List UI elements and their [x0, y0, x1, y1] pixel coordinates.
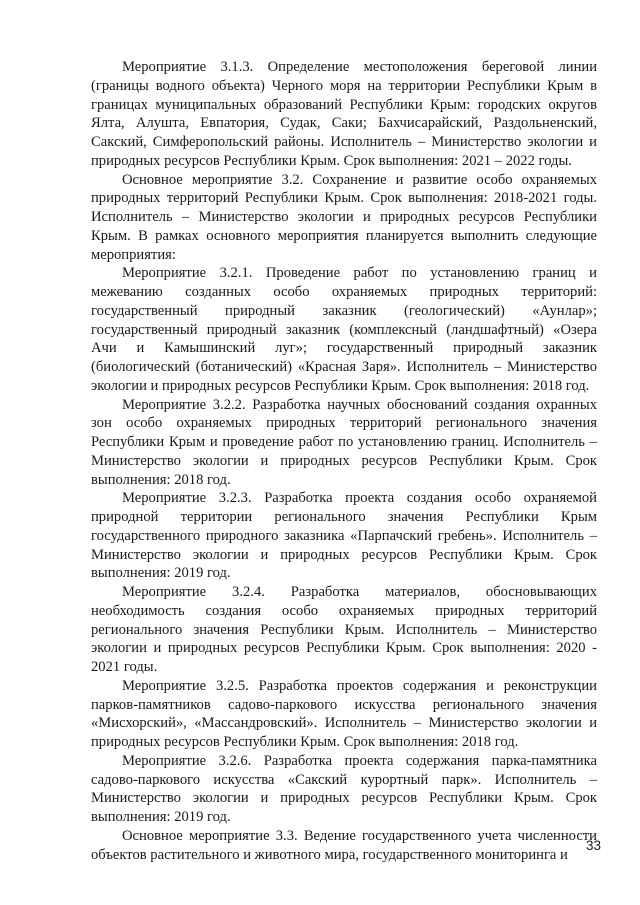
document-body	[91, 58, 597, 864]
paragraph-measure-3-2-3: Мероприятие 3.2.3. Разработка проекта создания особо охраняемой природной территории регионального значения Республики Крым государственного природного заказника «Парпачский гребень». Исполнитель – Министерство экологии и природных ресурсов Республики Крым. Срок выполнения: 2019 год.	[91, 490, 597, 582]
paragraph-measure-3-2-4: Мероприятие 3.2.4. Разработка материалов, обосновывающих необходимость создания особо охраняемых природных территорий регионального значения Республики Крым. Исполнитель – Министерство экологии и природных ресурсов Республики Крым. Срок выполнения: 2020 - 2021 годы.	[91, 584, 597, 675]
page-number: 33	[585, 838, 601, 853]
paragraph-measure-3-2-2: Мероприятие 3.2.2. Разработка научных обоснований создания охранных зон особо охраняемых природных территорий регионального значения Республики Крым и проведение работ по установлению границ. Исполнитель – Министерство экологии и природных ресурсов Республики Крым. Срок выполнения: 2018 год.	[91, 396, 597, 488]
paragraph-measure-3-2-6: Мероприятие 3.2.6. Разработка проекта содержания парка-памятника садово-паркового искусства «Сакский курортный парк». Исполнитель – Министерство экологии и природных ресурсов Республики Крым. Срок выполнения: 2019 год.	[91, 752, 597, 825]
paragraph-main-measure-3-3: Основное мероприятие 3.3. Ведение государственного учета численности объектов растительного и животного мира, государственного мониторинга и	[91, 827, 597, 863]
paragraph-measure-3-2-5: Мероприятие 3.2.5. Разработка проектов содержания и реконструкции парков-памятников садово-паркового искусства регионального значения «Мисхорский», «Массандровский». Исполнитель – Министерство экологии и природных ресурсов Республики Крым. Срок выполнения: 2018 год.	[91, 677, 597, 750]
paragraph-main-measure-3-2: Основное мероприятие 3.2. Сохранение и развитие особо охраняемых природных территорий Республики Крым. Срок выполнения: 2018-2021 годы. Исполнитель – Министерство экологии и природных ресурсов Республики Крым. В рамках основного мероприятия планируется выполнить следующие мероприятия:	[91, 171, 597, 263]
paragraph-measure-3-1-3: Мероприятие 3.1.3. Определение местоположения береговой линии (границы водного объекта) Черного моря на территории Республики Крым в границах муниципальных образований Республики Крым: городских округов Ялта, Алушта, Евпатория, Судак, Саки; Бахчисарайский, Раздольненский, Сакский, Симферопольский районы. Исполнитель – Министерство экологии и природных ресурсов Республики Крым. Срок выполнения: 2021 – 2022 годы.	[91, 59, 597, 169]
paragraph-measure-3-2-1: Мероприятие 3.2.1. Проведение работ по установлению границ и межеванию созданных особо охраняемых природных территорий: государственный природный заказник (геологический) «Аунлар»; государственный природный заказник (комплексный (ландшафтный) «Озера Ачи и Камышинский луг»; государственный природный заказник (биологический (ботанический) «Красная Заря». Исполнитель – Министерство экологии и природных ресурсов Республики Крым. Срок выполнения: 2018 год.	[91, 265, 597, 394]
